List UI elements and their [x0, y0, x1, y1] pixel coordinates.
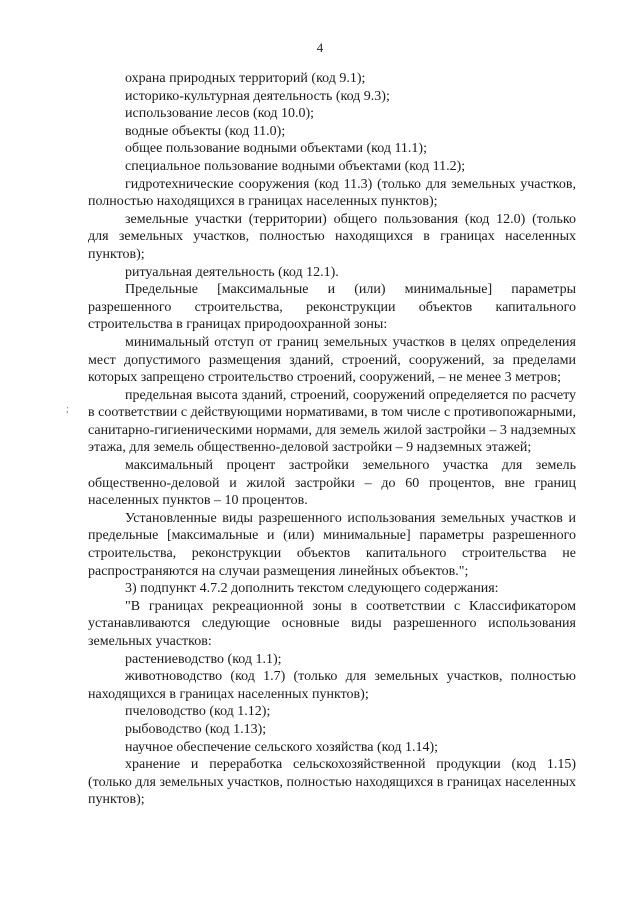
document-body	[88, 70, 576, 809]
list-item-water-public-use: общее пользование водными объектами (код 11.1);	[125, 141, 427, 157]
list-item-water-objects: водные объекты (код 11.0);	[125, 123, 286, 139]
scan-mark: ;	[66, 404, 69, 415]
paragraph-max-coverage: максимальный процент застройки земельного участка для земель общественно-деловой и жилой застройки – до 60 процентов, вне границ населенных пунктов – 10 процентов.	[88, 458, 576, 509]
paragraph-max-height: предельная высота зданий, строений, сооружений определяется по расчету в соответствии с действующими нормативами, в том числе с противопожарными, санитарно-гигиеническими нормами, для земель жилой застройки – 3 надземных этажа, для земель общественно-деловой застройки – 9 надземных этажей;	[88, 387, 576, 456]
list-item-water-special-use: специальное пользование водными объектами (код 11.2);	[125, 158, 466, 174]
list-item-fish-farming: рыбоводство (код 1.13);	[125, 721, 267, 737]
list-item-livestock: животноводство (код 1.7) (только для земельных участков, полностью находящихся в границах населенных пунктов);	[88, 669, 576, 702]
list-item-nature-protection: охрана природных территорий (код 9.1);	[125, 71, 366, 86]
list-item-ritual-activity: ритуальная деятельность (код 12.1).	[125, 264, 339, 280]
list-item-cultural-activity: историко-культурная деятельность (код 9.3);	[125, 88, 390, 104]
list-item-agri-science: научное обеспечение сельского хозяйства (код 1.14);	[125, 739, 439, 755]
paragraph-exceptions: Установленные виды разрешенного использования земельных участков и предельные [максимальные и (или) минимальные] параметры разрешенного строительства, реконструкции объектов капитального строительства не распространяются на случаи размещения линейных объектов.";	[88, 510, 576, 579]
list-item-forest-use: использование лесов (код 10.0);	[125, 106, 315, 122]
paragraph-min-setback: минимальный отступ от границ земельных участков в целях определения мест допустимого размещения зданий, строений, сооружений, за пределами которых запрещено строительство строений, сооружений, – не менее 3 метров;	[88, 334, 576, 386]
paragraph-recreation-zone: "В границах рекреационной зоны в соответствии с Классификатором устанавливаются следующие основные виды разрешенного использования земельных участков:	[88, 598, 576, 649]
list-item-hydro-structures: гидротехнические сооружения (код 11.3) (только для земельных участков, полностью находящихся в границах населенных пунктов);	[88, 176, 576, 210]
page-number: 4	[316, 40, 324, 55]
list-item-agri-storage: хранение и переработка сельскохозяйственной продукции (код 1.15) (только для земельных участков, полностью находящихся в границах населенных пунктов);	[88, 757, 576, 808]
paragraph-amendment: 3) подпункт 4.7.2 дополнить текстом следующего содержания:	[125, 581, 499, 597]
list-item-crop-farming: растениеводство (код 1.1);	[125, 651, 282, 667]
paragraph-limit-parameters: Предельные [максимальные и (или) минимальные] параметры разрешенного строительства, реконструкции объектов капитального строительства в границах природоохранной зоны:	[88, 282, 576, 333]
list-item-beekeeping: пчеловодство (код 1.12);	[125, 704, 271, 720]
list-item-public-land: земельные участки (территории) общего пользования (код 12.0) (только для земельных участков, полностью находящихся в границах населенных пунктов);	[88, 211, 576, 262]
